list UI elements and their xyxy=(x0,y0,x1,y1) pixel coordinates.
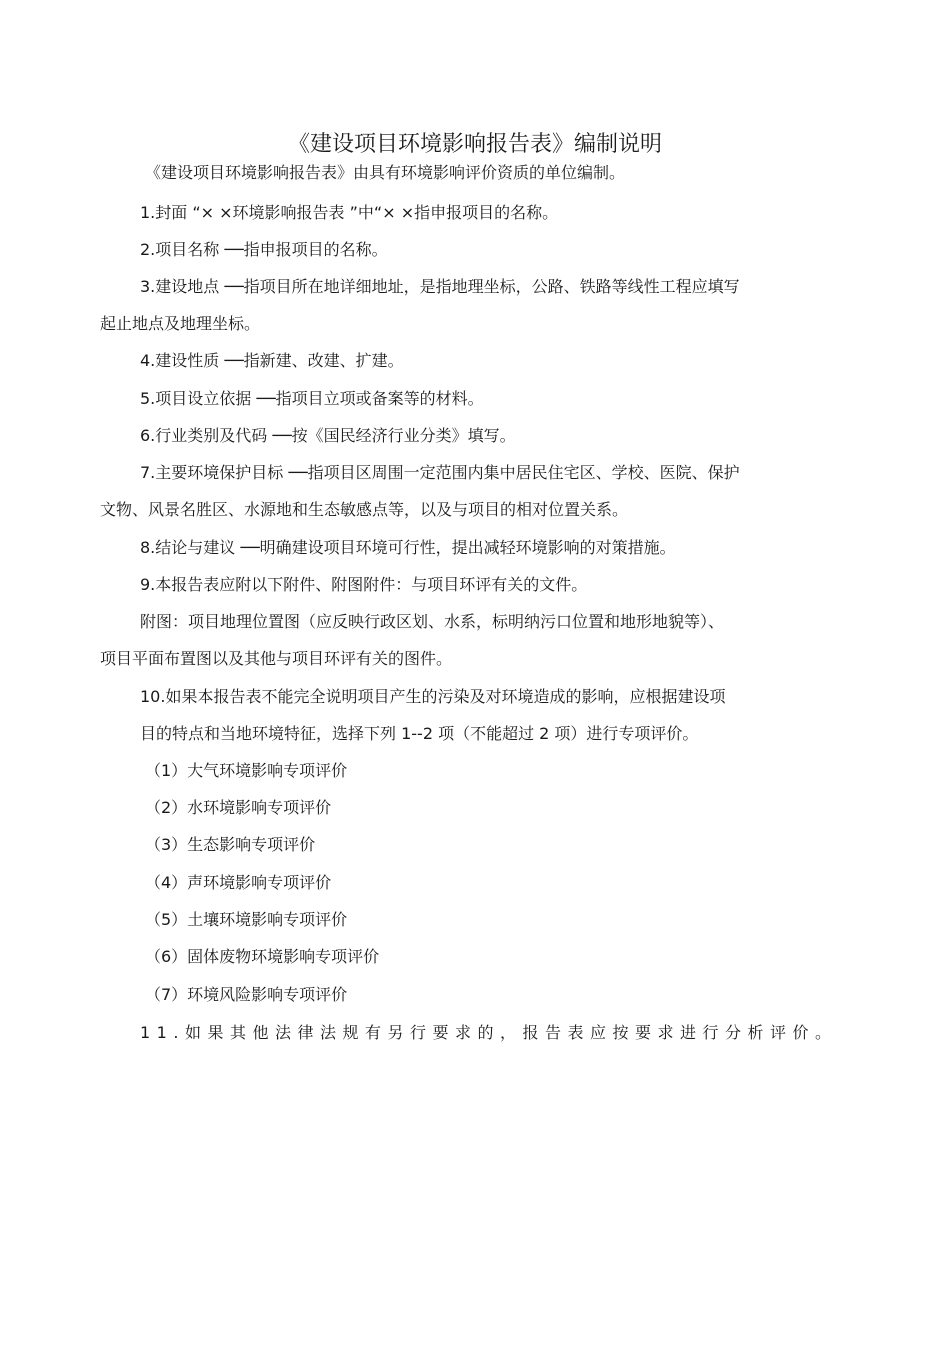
item-3-line-2: 起止地点及地理坐标。 xyxy=(100,314,261,333)
item-8: 8.结论与建议 ──明确建设项目环境可行性，提出减轻环境影响的对策措施。 xyxy=(140,538,676,557)
special-assessment-item: （2）水环境影响专项评价 xyxy=(145,798,332,817)
special-assessment-item: （6）固体废物环境影响专项评价 xyxy=(145,947,380,966)
figures-line-2: 项目平面布置图以及其他与项目环评有关的图件。 xyxy=(100,649,453,668)
special-assessment-item: （1）大气环境影响专项评价 xyxy=(145,761,348,780)
special-assessment-item: （4）声环境影响专项评价 xyxy=(145,873,332,892)
item-4: 4.建设性质 ──指新建、改建、扩建。 xyxy=(140,351,404,370)
special-assessment-item: （7）环境风险影响专项评价 xyxy=(145,985,348,1004)
document-title: 《建设项目环境影响报告表》编制说明 xyxy=(287,132,662,157)
item-5: 5.项目设立依据 ──指项目立项或备案等的材料。 xyxy=(140,389,484,408)
figures-line-1: 附图：项目地理位置图（应反映行政区划、水系，标明纳污口位置和地形地貌等）、 xyxy=(140,612,725,631)
item-2: 2.项目名称 ──指申报项目的名称。 xyxy=(140,240,388,259)
item-3-line-1: 3.建设地点 ──指项目所在地详细地址，是指地理坐标，公路、铁路等线性工程应填写 xyxy=(140,277,740,296)
item-10-line-2: 目的特点和当地环境特征，选择下列 1--2 项（不能超过 2 项）进行专项评价。 xyxy=(140,724,699,743)
item-10-line-1: 10.如果本报告表不能完全说明项目产生的污染及对环境造成的影响，应根据建设项 xyxy=(140,687,726,706)
item-7-line-1: 7.主要环境保护目标 ──指项目区周围一定范围内集中居民住宅区、学校、医院、保护 xyxy=(140,463,740,482)
special-assessment-item: （5）土壤环境影响专项评价 xyxy=(145,910,348,929)
special-assessment-item: （3）生态影响专项评价 xyxy=(145,835,316,854)
item-7-line-2: 文物、风景名胜区、水源地和生态敏感点等，以及与项目的相对位置关系。 xyxy=(100,500,629,519)
item-6: 6.行业类别及代码 ──按《国民经济行业分类》填写。 xyxy=(140,426,516,445)
item-11: 11.如果其他法律法规有另行要求的，报告表应按要求进行分析评价。 xyxy=(140,1023,838,1042)
intro-paragraph: 《建设项目环境影响报告表》由具有环境影响评价资质的单位编制。 xyxy=(145,163,626,182)
item-9: 9.本报告表应附以下附件、附图附件：与项目环评有关的文件。 xyxy=(140,575,588,594)
item-1: 1.封面 “× ×环境影响报告表 ”中“× ×指申报项目的名称。 xyxy=(140,203,559,222)
